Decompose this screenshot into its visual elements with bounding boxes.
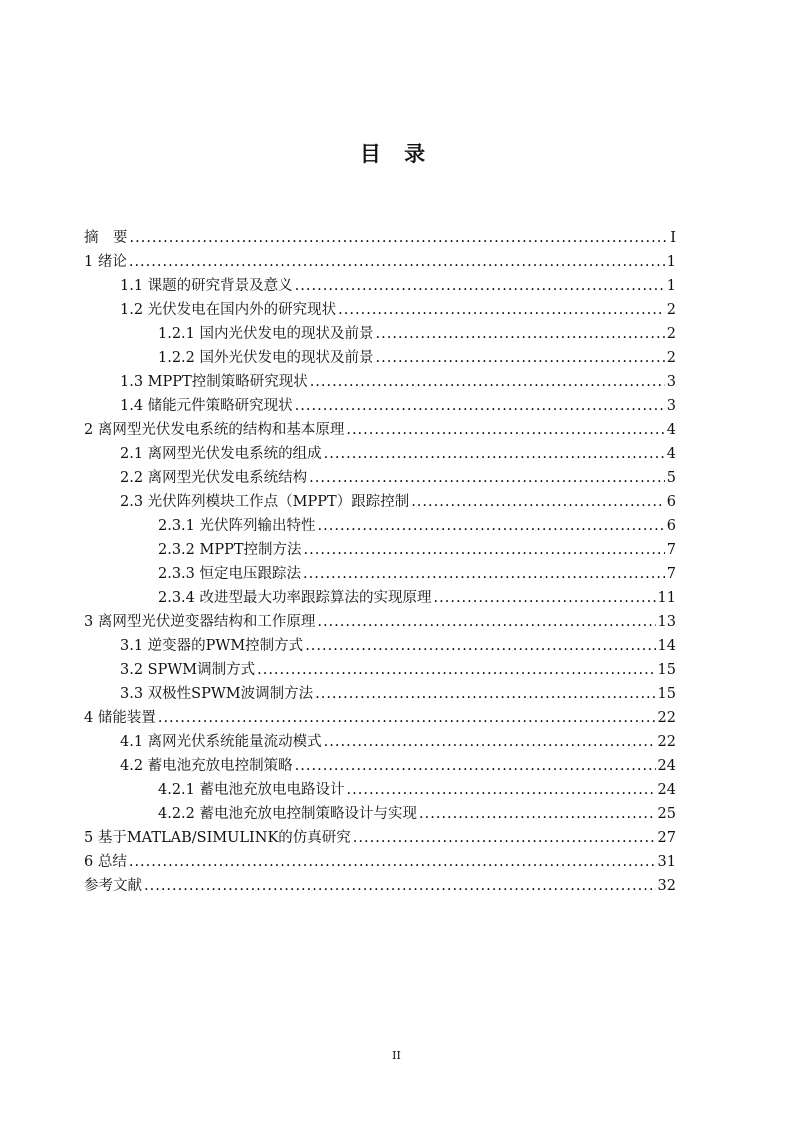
toc-entry-page: 24 xyxy=(657,758,676,774)
toc-entry-page: 22 xyxy=(657,734,676,750)
toc-entry[interactable] xyxy=(84,274,676,298)
toc-entry-page: 6 xyxy=(666,494,676,510)
toc-entry-label: 1 绪论 xyxy=(84,254,127,270)
toc-entry-label: 2.2 离网型光伏发电系统结构 xyxy=(120,470,308,486)
toc-entry[interactable] xyxy=(84,778,676,802)
toc-entry-page: 22 xyxy=(657,710,676,726)
toc-entry-page: 24 xyxy=(657,782,676,798)
dot-leader xyxy=(324,442,665,466)
dot-leader xyxy=(411,490,665,514)
dot-leader xyxy=(304,538,665,562)
dot-leader xyxy=(376,322,665,346)
dot-leader xyxy=(129,850,656,874)
toc-entry-page: 15 xyxy=(657,686,676,702)
toc-entry-label: 5 基于MATLAB/SIMULINK的仿真研究 xyxy=(84,830,351,846)
toc-entry-page: 13 xyxy=(657,614,676,630)
toc-entry-page: 2 xyxy=(666,350,676,366)
toc-entry-label: 4.1 离网光伏系统能量流动模式 xyxy=(120,734,322,750)
dot-leader xyxy=(310,370,665,394)
toc-entry-label: 1.2 光伏发电在国内外的研究现状 xyxy=(120,302,337,318)
toc-entry[interactable] xyxy=(84,730,676,754)
toc-entry-label: 2 离网型光伏发电系统的结构和基本原理 xyxy=(84,422,345,438)
toc-entry-page: 3 xyxy=(666,398,676,414)
dot-leader xyxy=(419,802,656,826)
toc-entry-page: 2 xyxy=(666,302,676,318)
toc-entry[interactable] xyxy=(84,514,676,538)
toc-entry-page: 32 xyxy=(657,878,676,894)
toc-entry-page: 31 xyxy=(657,854,676,870)
toc-entry[interactable] xyxy=(84,874,676,898)
toc-entry-label: 1.2.1 国内光伏发电的现状及前景 xyxy=(158,326,374,342)
toc-entry-page: 4 xyxy=(666,422,676,438)
toc-entry-label: 2.3.1 光伏阵列输出特性 xyxy=(158,518,316,534)
toc-entry-label: 6 总结 xyxy=(84,854,127,870)
toc-entry-label: 摘 要 xyxy=(84,230,128,246)
dot-leader xyxy=(317,610,655,634)
dot-leader xyxy=(295,274,665,298)
toc-entry[interactable] xyxy=(84,226,676,250)
toc-entry[interactable] xyxy=(84,850,676,874)
toc-entry-page: 5 xyxy=(666,470,676,486)
toc-entry-page: 11 xyxy=(657,590,676,606)
toc-entry-label: 4.2 蓄电池充放电控制策略 xyxy=(120,758,293,774)
toc-entry[interactable] xyxy=(84,394,676,418)
dot-leader xyxy=(295,754,656,778)
toc-entry-label: 4.2.1 蓄电池充放电电路设计 xyxy=(158,782,345,798)
table-of-contents xyxy=(84,226,676,898)
toc-entry-label: 3.2 SPWM调制方式 xyxy=(120,662,256,678)
dot-leader xyxy=(376,346,665,370)
toc-entry-page: 6 xyxy=(666,518,676,534)
toc-entry[interactable] xyxy=(84,562,676,586)
dot-leader xyxy=(346,418,664,442)
toc-entry-label: 参考文献 xyxy=(84,878,142,894)
dot-leader xyxy=(130,226,669,250)
toc-entry-page: 7 xyxy=(666,542,676,558)
toc-entry[interactable] xyxy=(84,634,676,658)
dot-leader xyxy=(305,634,655,658)
dot-leader xyxy=(309,466,665,490)
toc-entry[interactable] xyxy=(84,466,676,490)
toc-entry-page: 27 xyxy=(657,830,676,846)
toc-entry-label: 3.3 双极性SPWM波调制方法 xyxy=(120,686,314,702)
dot-leader xyxy=(129,250,665,274)
toc-entry-label: 3 离网型光伏逆变器结构和工作原理 xyxy=(84,614,316,630)
dot-leader xyxy=(158,706,656,730)
dot-leader xyxy=(347,778,656,802)
toc-entry[interactable] xyxy=(84,250,676,274)
dot-leader xyxy=(303,562,665,586)
toc-entry-page: 4 xyxy=(666,446,676,462)
toc-entry[interactable] xyxy=(84,370,676,394)
dot-leader xyxy=(295,394,665,418)
toc-entry-label: 4 储能装置 xyxy=(84,710,156,726)
toc-entry-page: 7 xyxy=(666,566,676,582)
toc-entry[interactable] xyxy=(84,682,676,706)
toc-entry-label: 1.4 储能元件策略研究现状 xyxy=(120,398,293,414)
toc-entry-label: 1.2.2 国外光伏发电的现状及前景 xyxy=(158,350,374,366)
toc-entry[interactable] xyxy=(84,442,676,466)
toc-entry-page: 14 xyxy=(657,638,676,654)
toc-entry-page: 15 xyxy=(657,662,676,678)
dot-leader xyxy=(353,826,656,850)
toc-entry[interactable] xyxy=(84,754,676,778)
toc-entry-page: 1 xyxy=(666,254,676,270)
dot-leader xyxy=(338,298,665,322)
toc-entry-label: 2.3.4 改进型最大功率跟踪算法的实现原理 xyxy=(158,590,432,606)
toc-entry[interactable] xyxy=(84,706,676,730)
toc-entry[interactable] xyxy=(84,490,676,514)
toc-entry[interactable] xyxy=(84,298,676,322)
toc-entry[interactable] xyxy=(84,418,676,442)
toc-entry[interactable] xyxy=(84,346,676,370)
dot-leader xyxy=(434,586,656,610)
page-number: II xyxy=(392,1049,401,1062)
toc-entry-label: 4.2.2 蓄电池充放电控制策略设计与实现 xyxy=(158,806,418,822)
toc-entry-page: I xyxy=(670,230,676,246)
toc-entry-label: 1.1 课题的研究背景及意义 xyxy=(120,278,293,294)
toc-entry-label: 2.1 离网型光伏发电系统的组成 xyxy=(120,446,322,462)
toc-entry[interactable] xyxy=(84,658,676,682)
dot-leader xyxy=(324,730,656,754)
toc-entry-label: 2.3.2 MPPT控制方法 xyxy=(158,542,302,558)
toc-entry[interactable] xyxy=(84,610,676,634)
toc-entry-page: 25 xyxy=(657,806,676,822)
toc-entry-label: 2.3.3 恒定电压跟踪法 xyxy=(158,566,302,582)
dot-leader xyxy=(315,682,655,706)
dot-leader xyxy=(144,874,656,898)
dot-leader xyxy=(318,514,665,538)
toc-entry-page: 3 xyxy=(666,374,676,390)
toc-entry-page: 1 xyxy=(666,278,676,294)
toc-entry-label: 3.1 逆变器的PWM控制方式 xyxy=(120,638,304,654)
toc-entry[interactable] xyxy=(84,538,676,562)
toc-entry[interactable] xyxy=(84,322,676,346)
page-title: 目 录 xyxy=(359,141,434,166)
toc-entry-label: 2.3 光伏阵列模块工作点（MPPT）跟踪控制 xyxy=(120,494,410,510)
toc-entry[interactable] xyxy=(84,586,676,610)
toc-entry[interactable] xyxy=(84,802,676,826)
toc-entry[interactable] xyxy=(84,826,676,850)
dot-leader xyxy=(257,658,655,682)
toc-entry-label: 1.3 MPPT控制策略研究现状 xyxy=(120,374,308,390)
toc-entry-page: 2 xyxy=(666,326,676,342)
